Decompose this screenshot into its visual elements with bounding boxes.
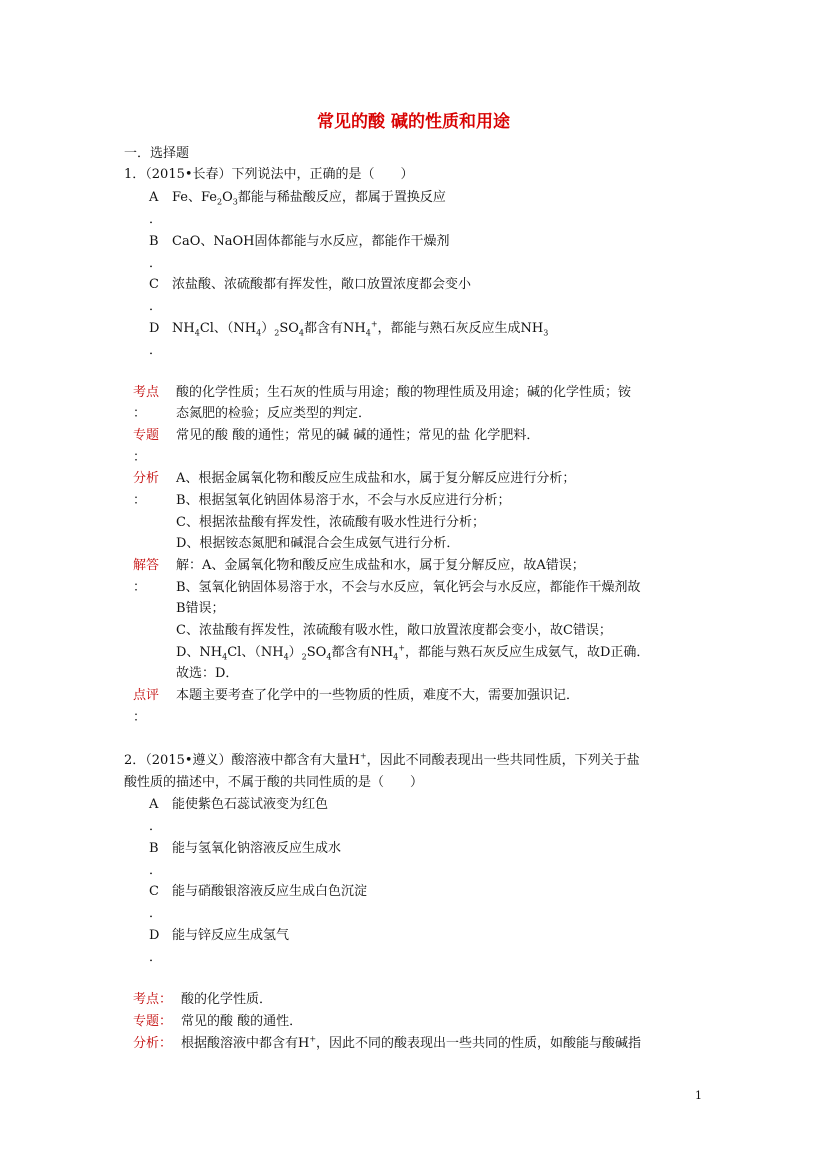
q2-kaodian-text: 酸的化学性质． (181, 992, 273, 1007)
q2-option-d-text: 能与锌反应生成氢气 (172, 928, 290, 943)
q1-jieda-label: 解答 (133, 558, 160, 573)
q1-option-c-text: 浓盐酸、浓硫酸都有挥发性，敞口放置浓度都会变小 (172, 277, 472, 292)
q1-jieda-colon: ： (133, 580, 147, 595)
q1-zhuanti-label: 专题 (133, 428, 160, 443)
q1-option-a-text: Fe、$Fe_2O_3$都能与稀盐酸反应，都属于置换反应 (172, 190, 446, 207)
q2-option-d-letter: D (149, 928, 160, 943)
q2-fenxi-label: 分析： (133, 1036, 173, 1051)
page-title: 常见的酸 碱的性质和用途 (317, 112, 510, 132)
q2-stem-line2: 酸性质的描述中，不属于酸的共同性质的是（ ） (124, 775, 424, 790)
q1-option-b-dot: ． (149, 256, 163, 271)
q2-option-a-letter: A (149, 797, 159, 812)
q1-fenxi-colon: ： (133, 493, 147, 508)
section-heading: 一．选择题 (124, 146, 190, 161)
page-number: 1 (695, 1089, 702, 1102)
q1-stem: 1．（2015•长春）下列说法中，正确的是（ ） (124, 167, 414, 182)
q1-option-d-letter: D (149, 321, 160, 336)
q1-jieda-line5: D、$NH_4Cl$、$(NH_4)_2SO_4$都含有$NH_4^+$，都能与熟石灰反应生成氨气，故D正确． (176, 643, 650, 662)
q1-jieda-line4: C、浓盐酸有挥发性，浓硫酸有吸水性，敞口放置浓度都会变小，故C错误； (176, 623, 612, 638)
q1-jieda-line2: B、氢氧化钠固体易溶于水，不会与水反应，氧化钙会与水反应，都能作干燥剂故 (176, 580, 641, 595)
q1-jieda-line1: 解：A、金属氧化物和酸反应生成盐和水，属于复分解反应，故A错误； (176, 558, 585, 573)
q2-zhuanti-label: 专题： (133, 1014, 173, 1029)
q1-kaodian-label: 考点 (133, 385, 160, 400)
q1-option-d-dot: ． (149, 343, 163, 358)
q1-kaodian-line1: 酸的化学性质；生石灰的性质与用途；酸的物理性质及用途；碱的化学性质；铵 (176, 385, 632, 400)
q2-option-c-letter: C (149, 884, 159, 899)
q1-fenxi-line: A、根据金属氧化物和酸反应生成盐和水，属于复分解反应进行分析； (176, 471, 576, 486)
q2-option-c-text: 能与硝酸银溶液反应生成白色沉淀 (172, 884, 368, 899)
q1-fenxi-line: B、根据氢氧化钠固体易溶于水，不会与水反应进行分析； (176, 493, 511, 508)
q1-option-b-text: CaO、NaOH固体都能与水反应，都能作干燥剂 (172, 234, 450, 249)
q1-zhuanti-text: 常见的酸 酸的通性；常见的碱 碱的通性；常见的盐 化学肥料． (176, 428, 540, 443)
q2-option-b-dot: ． (149, 863, 163, 878)
q2-option-b-letter: B (149, 841, 159, 856)
q2-option-c-dot: ． (149, 906, 163, 921)
q1-zhuanti-colon: ： (133, 450, 147, 465)
q1-jieda-line6: 故选：D． (176, 666, 239, 681)
q1-jieda-line3: B错误； (176, 601, 225, 616)
q2-option-a-dot: ． (149, 819, 163, 834)
q1-option-c-dot: ． (149, 299, 163, 314)
q1-option-c-letter: C (149, 277, 159, 292)
q1-option-a-dot: ． (149, 212, 163, 227)
q1-kaodian-line2: 态氮肥的检验；反应类型的判定． (176, 406, 372, 421)
q1-option-b-letter: B (149, 234, 159, 249)
q2-fenxi-text: 根据酸溶液中都含有H+，因此不同的酸表现出一些共同的性质，如酸能与酸碱指 (181, 1034, 642, 1051)
q1-fenxi-line: D、根据铵态氮肥和碱混合会生成氨气进行分析． (176, 536, 460, 551)
q1-kaodian-colon: ： (133, 406, 147, 421)
q2-option-b-text: 能与氢氧化钠溶液反应生成水 (172, 841, 342, 856)
q2-zhuanti-text: 常见的酸 酸的通性． (181, 1014, 303, 1029)
q1-fenxi-line: C、根据浓盐酸有挥发性，浓硫酸有吸水性进行分析； (176, 515, 485, 530)
q1-dianping-text: 本题主要考查了化学中的一些物质的性质，难度不大，需要加强识记． (176, 688, 580, 703)
q2-kaodian-label: 考点： (133, 992, 173, 1007)
q1-dianping-colon: ： (133, 710, 147, 725)
q2-option-a-text: 能使紫色石蕊试液变为红色 (172, 797, 329, 812)
q2-stem-line1: 2．（2015•遵义）酸溶液中都含有大量H+，因此不同酸表现出一些共同性质，下列关于盐 (124, 751, 640, 768)
q1-dianping-label: 点评 (133, 688, 160, 703)
q1-option-d-text: $NH_4Cl$、$(NH_4)_2SO_4$都含有$NH_4^+$，都能与熟石灰反应生成$NH_3$ (172, 319, 549, 338)
q2-option-d-dot: ． (149, 950, 163, 965)
q1-option-a-letter: A (149, 190, 159, 205)
q1-fenxi-label: 分析 (133, 471, 160, 486)
